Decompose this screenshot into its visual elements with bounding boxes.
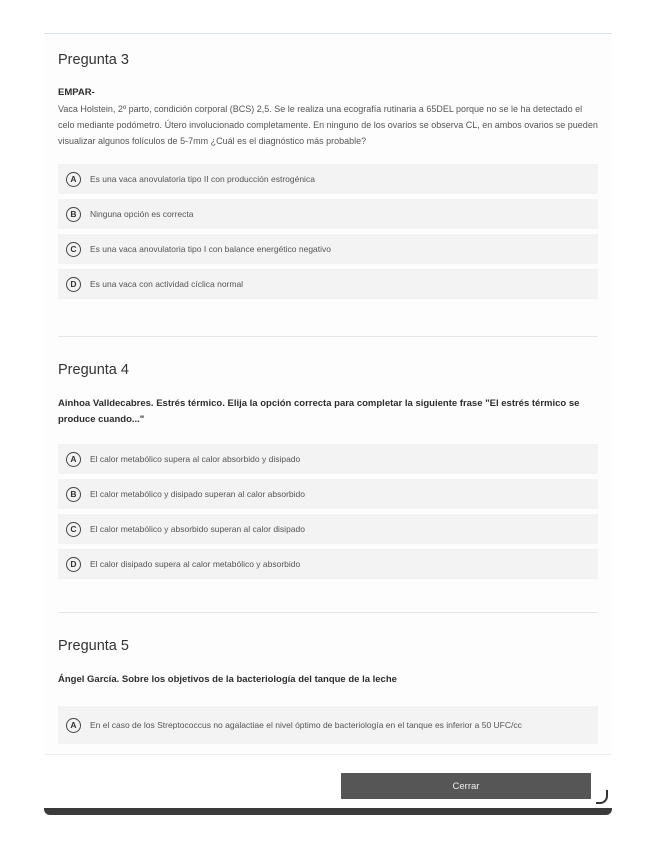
question-tag: EMPAR- bbox=[58, 87, 95, 98]
option-letter: A bbox=[66, 718, 81, 733]
close-button[interactable]: Cerrar bbox=[341, 773, 591, 799]
question-text: Ainhoa Valldecabres. Estrés térmico. Elija la opción correcta para completar la siguiente frase "El estrés térmico se produce cuando..." bbox=[58, 398, 580, 425]
question-text: Ángel García. Sobre los objetivos de la bacteriología del tanque de la leche bbox=[58, 674, 397, 685]
divider bbox=[58, 336, 598, 337]
option-d[interactable] bbox=[58, 269, 598, 299]
option-label: Es una vaca anovulatoria tipo I con balance energético negativo bbox=[90, 243, 331, 254]
option-c[interactable] bbox=[58, 514, 598, 544]
question-5 bbox=[58, 638, 598, 749]
option-label: Ninguna opción es correcta bbox=[90, 208, 194, 219]
option-letter: C bbox=[66, 522, 81, 537]
option-a[interactable] bbox=[58, 706, 598, 744]
option-label: El calor metabólico supera al calor absorbido y disipado bbox=[90, 453, 301, 464]
option-d[interactable] bbox=[58, 549, 598, 579]
question-title: Pregunta 4 bbox=[58, 362, 129, 378]
option-b[interactable] bbox=[58, 199, 598, 229]
panel-bottom-edge bbox=[44, 808, 612, 815]
option-label: En el caso de los Streptococcus no agalactiae el nivel óptimo de bacteriología en el tanque es inferior a 50 UFC/cc bbox=[90, 719, 522, 730]
option-letter: A bbox=[66, 452, 81, 467]
question-3 bbox=[58, 52, 598, 304]
option-letter: B bbox=[66, 207, 81, 222]
option-letter: C bbox=[66, 242, 81, 257]
option-letter: D bbox=[66, 277, 81, 292]
quiz-review-panel bbox=[44, 33, 612, 814]
option-label: Es una vaca con actividad cíclica normal bbox=[90, 278, 244, 289]
question-text: Vaca Holstein, 2º parto, condición corporal (BCS) 2,5. Se le realiza una ecografía rutinaria a 65DEL porque no se le ha detectado el celo mediante podómetro. Útero involucionado completamente. En ninguno de los ovarios se observa CL, en ambos ovarios se pueden visualizar algunos folículos de 5-7mm ¿Cuál es el diagnóstico más probable? bbox=[58, 104, 598, 146]
option-a[interactable] bbox=[58, 164, 598, 194]
modal-footer bbox=[44, 754, 612, 814]
option-label: El calor metabólico y absorbido superan al calor disipado bbox=[90, 523, 305, 534]
option-c[interactable] bbox=[58, 234, 598, 264]
divider bbox=[58, 612, 598, 613]
option-a[interactable] bbox=[58, 444, 598, 474]
option-letter: B bbox=[66, 487, 81, 502]
option-letter: D bbox=[66, 557, 81, 572]
option-label: El calor disipado supera al calor metabólico y absorbido bbox=[90, 558, 301, 569]
question-title: Pregunta 3 bbox=[58, 52, 129, 68]
option-label: Es una vaca anovulatoria tipo II con producción estrogénica bbox=[90, 173, 315, 184]
question-title: Pregunta 5 bbox=[58, 638, 129, 654]
question-4 bbox=[58, 362, 598, 584]
option-label: El calor metabólico y disipado superan al calor absorbido bbox=[90, 488, 305, 499]
option-b[interactable] bbox=[58, 479, 598, 509]
option-letter: A bbox=[66, 172, 81, 187]
